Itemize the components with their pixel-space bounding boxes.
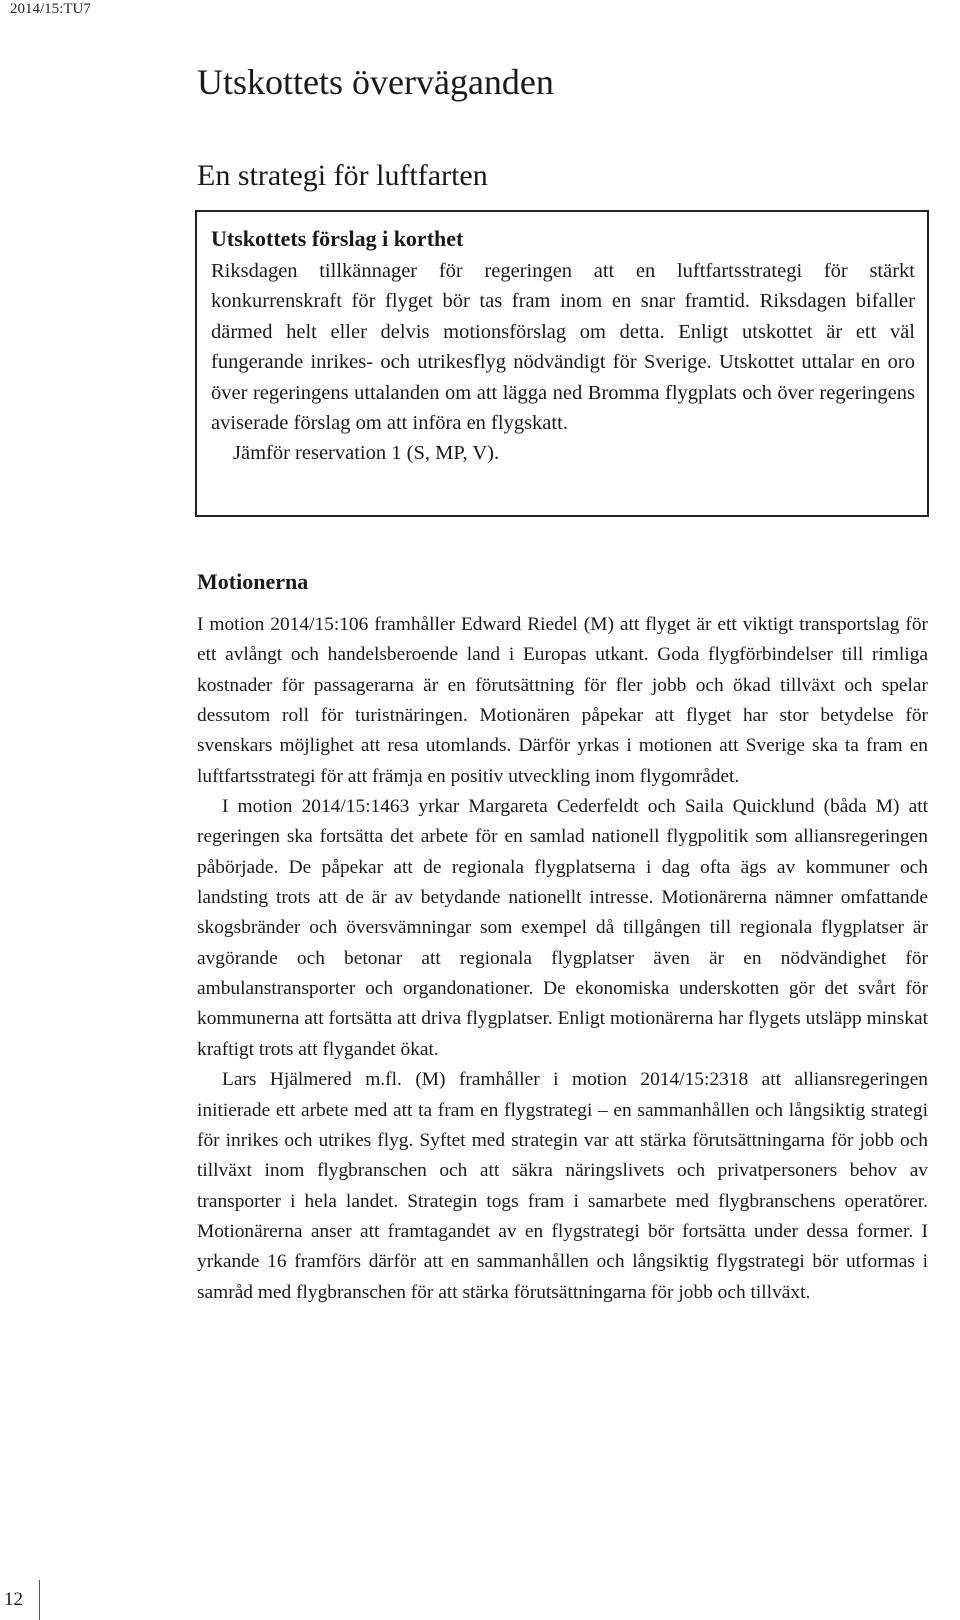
motion-paragraph: I motion 2014/15:1463 yrkar Margareta Cederfeldt och Saila Quicklund (båda M) att regeringen ska fortsätta det arbete för en samlad nationell flygpolitik som alliansregeringen påbörjade. De påpekar att de regionala flygplatserna i dag ofta ägs av kommuner och landsting trots att de är av betydande nationellt intresse. Motionärerna nämner omfattande skogsbränder och översvämningar som exempel då tillgången till regionala flygplatser är avgörande och betonar att regionala flygplatser även är en nödvändighet för ambulanstransporter och organdonationer. De ekonomiska underskotten gör det svårt för kommunerna att fortsätta att driva flygplatser. Enligt motionärerna har flygets utsläpp minskat kraftigt trots att flygandet ökat. bbox=[197, 796, 928, 1060]
page-title: Utskottets överväganden bbox=[197, 62, 554, 102]
page-number: 12 bbox=[0, 1580, 40, 1620]
document-reference: 2014/15:TU7 bbox=[10, 1, 91, 17]
reservation-reference: Jämför reservation 1 (S, MP, V). bbox=[233, 442, 500, 465]
motion-paragraph: Lars Hjälmered m.fl. (M) framhåller i motion 2014/15:2318 att alliansregeringen initierade ett arbete med att ta fram en flygstrategi – en sammanhållen och långsiktig strategi för inrikes och utrikes flyg. Syftet med strategin var att stärka förutsättningarna för jobb och tillväxt inom flygbranschen och att säkra näringslivets och privatpersoners behov av transporter i hela landet. Strategin togs fram i samarbete med flygbranschens operatörer. Motionärerna anser att framtagandet av en flygstrategi bör fortsätta under dessa former. I yrkande 16 framförs därför att en sammanhållen och långsiktig flygstrategi bör utformas i samråd med flygbranschen för att stärka förutsättningarna för jobb och tillväxt. bbox=[197, 1069, 928, 1303]
summary-text: Riksdagen tillkännager för regeringen att en luftfartsstrategi för stärkt konkurrenskraft för flyget bör tas fram inom en snar framtid. Riksdagen bifaller därmed helt eller delvis motionsförslag om detta. Enligt utskottet är ett väl fungerande inrikes- och utrikesflyg nödvändigt för Sverige. Utskottet uttalar en oro över regeringens uttalanden om att lägga ned Bromma flygplats och över regeringens aviserade förslag om att införa en flygskatt. bbox=[211, 260, 915, 435]
motions-body bbox=[197, 610, 928, 1308]
motions-heading: Motionerna bbox=[197, 569, 309, 594]
section-title: En strategi för luftfarten bbox=[197, 159, 488, 192]
summary-heading: Utskottets förslag i korthet bbox=[211, 226, 464, 251]
motion-paragraph: I motion 2014/15:106 framhåller Edward Riedel (M) att flyget är ett viktigt transportslag för ett avlångt och handelsberoende land i Europas utkant. Goda flygförbindelser till rimliga kostnader för passagerarna är en förutsättning för fler jobb och ökad tillväxt och spelar dessutom roll för turistnäringen. Motionären påpekar att flyget har stor betydelse för svenskars möjlighet att resa utomlands. Därför yrkas i motionen att Sverige ska ta fram en luftfartsstrategi för att främja en positiv utveckling inom flygområdet. bbox=[197, 614, 928, 787]
summary-box bbox=[195, 210, 929, 517]
